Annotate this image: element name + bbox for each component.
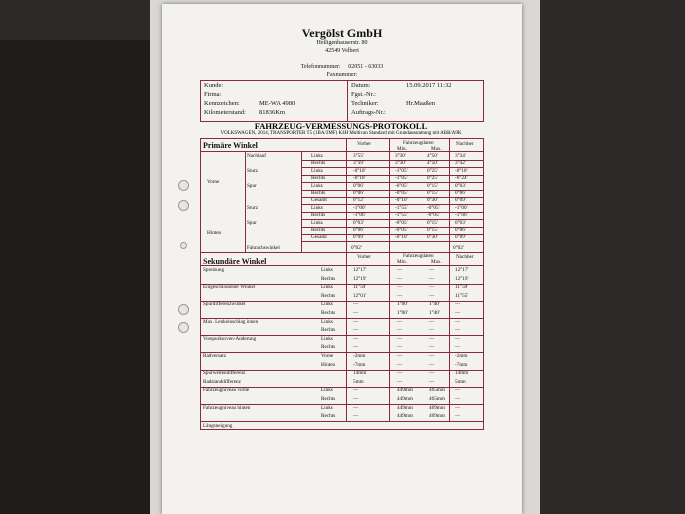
company-city: 42549 Velbert [325,48,359,54]
value-min: — [397,318,403,325]
col-max: Max. [431,146,442,152]
primary-angles-heading: Primäre Winkel [203,141,258,150]
side-label: Links [321,387,333,394]
value-before: — [353,344,359,351]
phone-line [162,64,522,70]
value-after: — [455,404,461,411]
col-spec-2: Fahrzeugdaten [403,253,434,259]
value-max: -0°05' [427,204,440,211]
secondary-row-label: Spreizung [203,267,225,273]
value-after: 0°09' [455,234,466,241]
customer-label: Kunde: [204,82,224,89]
side-label: Links [311,167,323,174]
value-min: — [397,292,403,299]
value-max: — [429,353,435,359]
value-after: -0°18' [455,167,468,174]
secondary-row-label: Eingeschlossener Winkel [203,284,256,291]
value-max: 0°30' [427,234,438,241]
value-min: 449mm [397,396,413,402]
value-before: — [353,335,359,342]
value-min: — [397,361,403,368]
value-after: 14mm [455,370,469,377]
value-after: — [455,327,461,334]
value-before: — [353,404,359,411]
value-max: — [429,292,435,299]
value-min: 3°30' [395,153,406,159]
order-label: Auftrags-Nr.: [351,109,386,116]
value-before: 5mm [353,378,364,385]
secondary-row-label: Fahrzeugniveau hinten [203,404,251,411]
value-min: -1°55' [395,212,408,219]
value-max: 469mm [429,404,445,411]
vin-label: Fgst.-Nr.: [351,91,376,98]
value-min: 3°30' [395,160,406,167]
value-after: 12°17' [455,267,469,273]
technician-value: Hr.Maaßen [406,100,436,107]
value-min: — [397,284,403,291]
value-after: 5mm [455,378,466,385]
secondary-row-label: Max. Lenkeinschlag innen [203,318,259,325]
punch-hole [180,242,187,249]
value-after: — [455,387,461,394]
side-label: Rechts [311,212,326,219]
thrust-angle-after: 0°02' [453,245,464,251]
value-before: -1°00' [353,204,366,211]
value-max: 0°30' [427,197,438,204]
value-after: -1°00' [455,204,468,211]
side-label: Links [311,153,323,159]
side-label: Vorne [321,353,334,359]
side-label: Links [321,284,333,291]
value-after: — [455,335,461,342]
value-max: — [429,327,435,334]
value-before: — [353,318,359,325]
plate-label: Kennzeichen: [204,100,240,107]
col-spec: Fahrzeugdaten [403,140,434,146]
value-after: -1°06' [455,212,468,219]
mileage-value: 81836Km [259,109,285,116]
value-max: — [429,335,435,342]
value-min: — [397,327,403,334]
col-max-2: Max. [431,259,442,265]
value-before: — [353,310,359,316]
value-min: 449mm [397,413,413,420]
value-before: — [353,396,359,402]
value-before: 0°06' [353,227,364,233]
value-after: 0°09' [455,197,466,204]
value-min: -1°55' [395,204,408,211]
value-min: — [397,335,403,342]
side-label: Rechts [311,175,326,182]
side-label: Links [321,335,333,342]
value-max: 0°15' [427,219,438,226]
value-max: — [429,370,435,377]
value-after: — [455,310,461,316]
angle-group-label: Spur [247,219,257,226]
col-before: Vorher [357,141,372,147]
date-label: Datum: [351,82,371,89]
value-max: 4°50' [427,153,438,159]
value-after: -2mm [455,353,468,359]
value-min: -0°05' [395,219,408,226]
value-min: -0°05' [395,227,408,233]
value-before: 0°03' [353,219,364,226]
front-label: Vorne [207,179,220,185]
side-label: Rechts [321,310,336,316]
value-after: 11°55' [455,292,469,299]
thrust-angle-before: 0°02' [351,245,362,251]
side-label: Gesamt [311,197,327,204]
value-max: — [429,344,435,351]
value-max: — [429,361,435,368]
side-label: Rechts [321,292,336,299]
value-after: 3°34' [455,153,466,159]
plate-value: ME-WA 4980 [259,100,296,107]
date-value: 15.09.2017 11:32 [406,82,452,89]
angle-group-label: Spur [247,182,257,189]
value-min: -0°10' [395,234,408,241]
side-label: Links [311,219,323,226]
value-after: 0°03' [455,219,466,226]
value-before: 3°55' [353,153,364,159]
customer-info-box [200,80,484,122]
value-min: — [397,370,403,377]
col-after: Nachher [456,141,474,147]
value-min: 1°00' [397,310,408,316]
value-max: 0°25' [427,167,438,174]
value-before: 12°19' [353,275,367,282]
value-min: — [397,267,403,273]
secondary-row-label: Spurweitendifferenz [203,370,246,377]
background-dark [0,40,150,514]
value-max: — [429,267,435,273]
value-max: -0°05' [427,212,440,219]
measurement-table [200,138,484,430]
col-before-2: Vorher [357,254,372,260]
secondary-angles-heading: Sekundäre Winkel [203,257,267,266]
value-max: 1°40' [429,310,440,316]
value-min: -1°05' [395,175,408,182]
value-after: — [455,318,461,325]
fax-label: Faxnummer: [326,72,358,78]
value-after: 0°03' [455,182,466,189]
angle-group-label: Sturz [247,204,258,211]
value-max: 0°15' [427,182,438,189]
value-before: -7mm [353,361,366,368]
angle-group-label: Nachlauf [247,153,267,159]
side-label: Rechts [321,344,336,351]
side-label: Links [311,204,323,211]
side-label: Gesamt [311,234,327,241]
value-before: — [353,327,359,334]
value-min: 1°00' [397,301,408,308]
document-page [162,4,522,514]
col-min: Min. [397,146,407,152]
value-min: 449mm [397,387,413,394]
value-before: -0°18' [353,167,366,174]
value-before: -2mm [353,353,366,359]
value-after: 0°06' [455,190,466,196]
side-label: Hinten [321,361,336,368]
col-after-2: Nachher [456,254,474,260]
company-name: Vergölst GmbH [301,26,383,40]
secondary-row-label: Radstanddifferenz [203,378,241,385]
punch-hole [178,180,189,191]
fax-line [162,72,522,78]
side-label: Links [321,404,333,411]
punch-hole [178,322,189,333]
value-min: — [397,275,403,282]
value-after: — [455,396,461,402]
value-after: 3°42' [455,160,466,167]
side-label: Rechts [321,327,336,334]
value-max: — [429,318,435,325]
value-min: — [397,378,403,385]
mileage-label: Kilometerstand: [204,109,246,116]
punch-hole [178,304,189,315]
secondary-row-label: Spurdifferenzwinkel [203,301,246,308]
protocol-title: FAHRZEUG-VERMESSUNGS-PROTOKOLL [254,121,428,131]
value-min: — [397,353,403,359]
value-min: 449mm [397,404,413,411]
value-max: 1°40' [429,301,440,308]
company-street: Heiligenhauserstr. 80 [316,40,368,46]
value-before: 12°17' [353,267,367,273]
angle-group-label: Sturz [247,167,258,174]
value-before: 3°39' [353,160,364,167]
value-min: -0°10' [395,197,408,204]
phone-label: Telefonnummer: [300,64,341,70]
value-max: 469mm [429,413,445,420]
value-min: — [397,344,403,351]
side-label: Rechts [311,160,326,167]
value-max: 465mm [429,396,445,402]
value-max: — [429,275,435,282]
value-max: — [429,284,435,291]
side-label: Links [321,267,333,273]
thrust-angle-label: Fahrachswinkel [247,245,280,251]
value-before: 0°09' [353,234,364,241]
value-before: 12°01' [353,292,367,299]
value-after: -7mm [455,361,468,368]
value-after: 12°19' [455,275,469,282]
value-before: — [353,387,359,394]
value-before: — [353,413,359,420]
side-label: Rechts [321,413,336,420]
col-min-2: Min. [397,259,407,265]
value-before: 0°06' [353,190,364,196]
value-after: — [455,344,461,351]
side-label: Rechts [311,190,326,196]
value-before: 14mm [353,370,367,377]
value-after: — [455,301,461,308]
company-label: Firma: [204,91,222,98]
side-label: Rechts [321,396,336,402]
value-min: -0°05' [395,190,408,196]
value-max: 0°15' [427,190,438,196]
secondary-row-label: Radversatz [203,353,227,359]
value-before: — [353,301,359,308]
vehicle-description: VOLKSWAGEN, 2014, TRANSPORTER T5 (1BA/2MF) K4H Multivan Standard mit Grundausstattung mit ABB/A9K [220,131,462,136]
value-after: — [455,413,461,420]
value-before: -1°06' [353,212,366,219]
value-before: -0°18' [353,175,366,182]
value-before: 0°06' [353,182,364,189]
longitudinal-tilt-label: Längsneigung [203,423,233,429]
value-max: — [429,378,435,385]
side-label: Links [321,301,333,308]
side-label: Links [321,318,333,325]
value-after: 0°06' [455,227,466,233]
value-before: 11°59' [353,284,367,291]
value-max: 4°50' [427,160,438,167]
value-max: 0°15' [427,227,438,233]
side-label: Rechts [321,275,336,282]
value-min: -0°05' [395,182,408,189]
value-before: 0°12' [353,197,364,204]
secondary-row-label: Fahrzeugniveau vorne [203,387,250,394]
value-after: 11°59' [455,284,469,291]
side-label: Rechts [311,227,326,233]
phone-number: 02051 - 63033 [348,64,384,70]
value-after: -0°24' [455,175,468,182]
value-max: 0°25' [427,175,438,182]
punch-hole [178,200,189,211]
value-min: -1°05' [395,167,408,174]
side-label: Links [311,182,323,189]
secondary-row-label: Vorspurkurven-Änderung [203,335,257,342]
value-max: 465mm [429,387,445,394]
rear-label: Hinten [207,230,222,236]
technician-label: Techniker: [351,100,379,107]
